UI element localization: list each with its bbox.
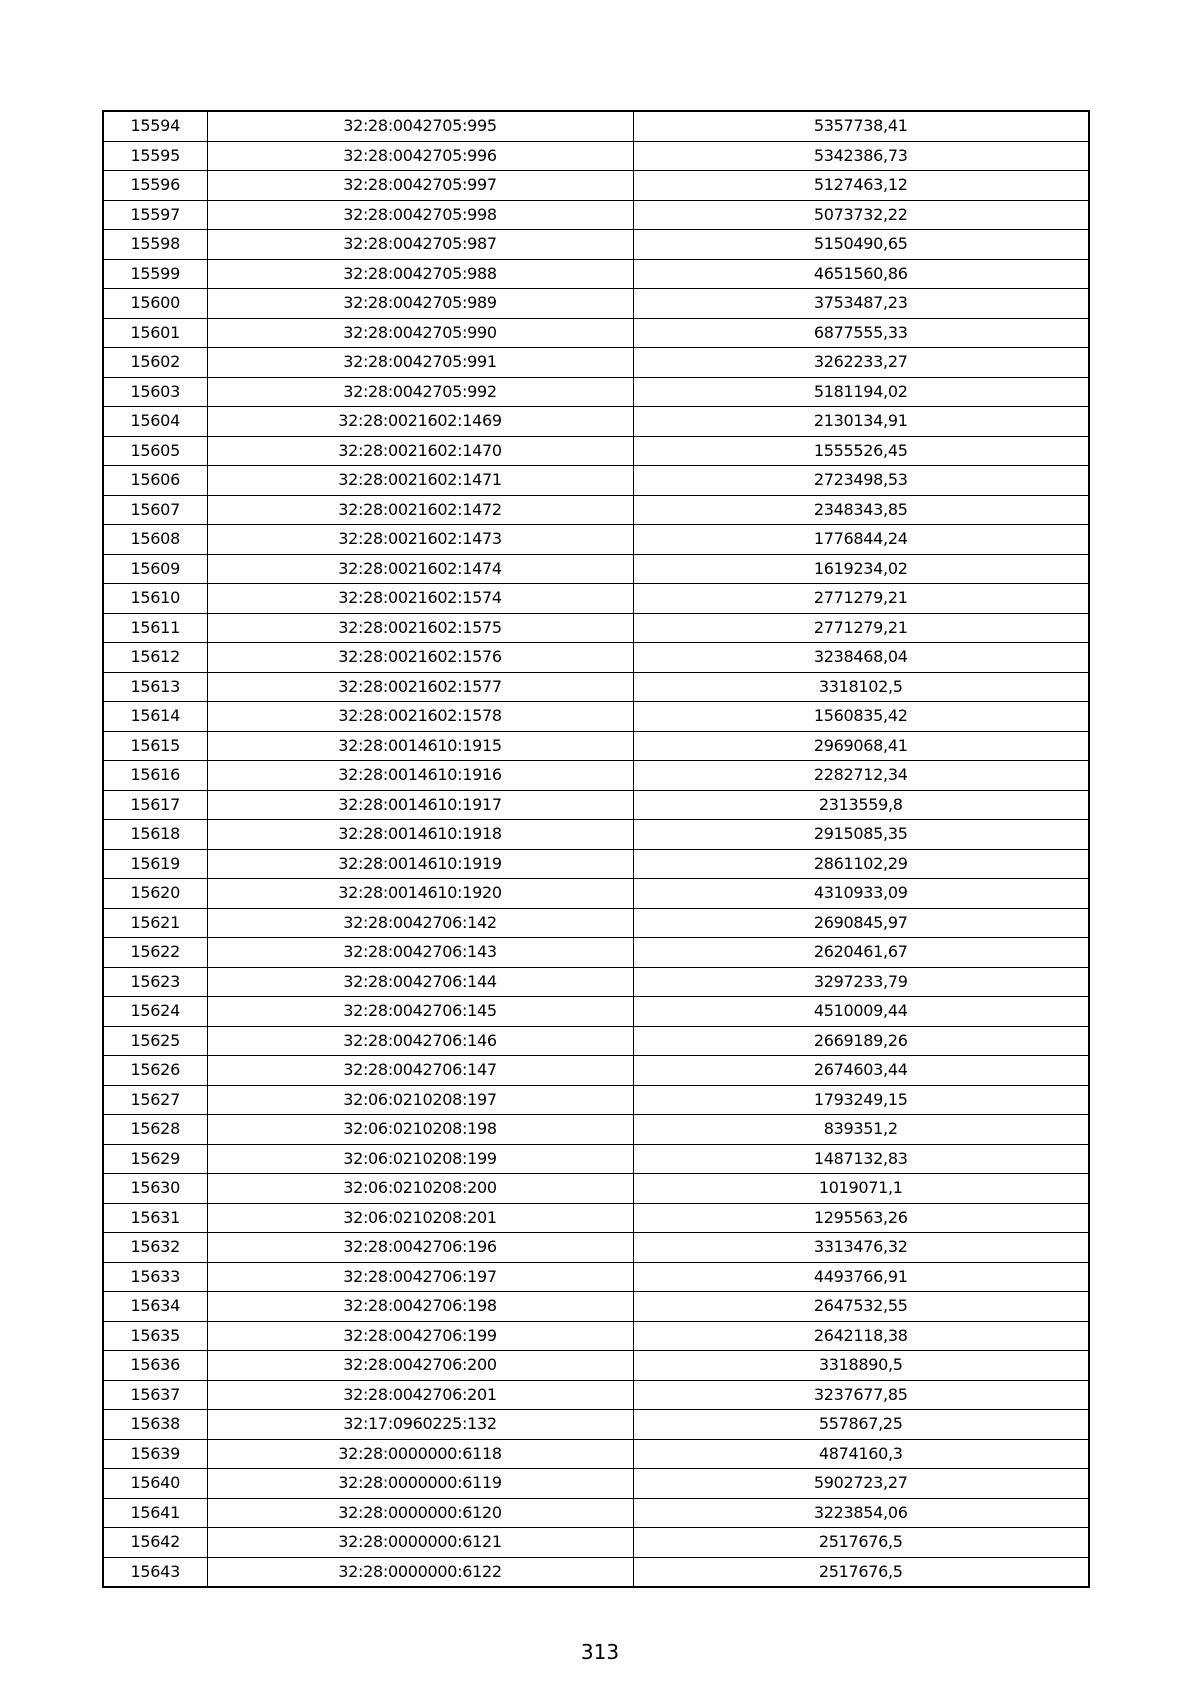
- cadastral-value-cell: 2348343,85: [633, 495, 1089, 525]
- cadastral-value-cell: 2313559,8: [633, 790, 1089, 820]
- row-number-cell: 15629: [103, 1144, 207, 1174]
- row-number-cell: 15638: [103, 1410, 207, 1440]
- table-row: [103, 259, 1089, 289]
- table-row: [103, 938, 1089, 968]
- cadastral-value-cell: 3262233,27: [633, 348, 1089, 378]
- cadastral-value-cell: 5150490,65: [633, 230, 1089, 260]
- cadastral-value-table: [102, 110, 1090, 1588]
- row-number-cell: 15617: [103, 790, 207, 820]
- cadastral-number-cell: 32:28:0021602:1577: [207, 672, 633, 702]
- cadastral-value-cell: 2861102,29: [633, 849, 1089, 879]
- cadastral-number-cell: 32:28:0021602:1470: [207, 436, 633, 466]
- table-row: [103, 1469, 1089, 1499]
- cadastral-value-cell: 4874160,3: [633, 1439, 1089, 1469]
- cadastral-number-cell: 32:28:0000000:6119: [207, 1469, 633, 1499]
- table-body: [103, 111, 1089, 1587]
- cadastral-value-cell: 5342386,73: [633, 141, 1089, 171]
- row-number-cell: 15595: [103, 141, 207, 171]
- table-row: [103, 1262, 1089, 1292]
- cadastral-value-cell: 2771279,21: [633, 613, 1089, 643]
- table-row: [103, 377, 1089, 407]
- row-number-cell: 15606: [103, 466, 207, 496]
- row-number-cell: 15607: [103, 495, 207, 525]
- row-number-cell: 15642: [103, 1528, 207, 1558]
- table-row: [103, 1321, 1089, 1351]
- cadastral-number-cell: 32:28:0021602:1469: [207, 407, 633, 437]
- row-number-cell: 15598: [103, 230, 207, 260]
- cadastral-number-cell: 32:28:0014610:1919: [207, 849, 633, 879]
- table-row: [103, 584, 1089, 614]
- cadastral-number-cell: 32:06:0210208:197: [207, 1085, 633, 1115]
- cadastral-number-cell: 32:28:0042706:147: [207, 1056, 633, 1086]
- table-row: [103, 643, 1089, 673]
- table-row: [103, 407, 1089, 437]
- cadastral-value-cell: 5073732,22: [633, 200, 1089, 230]
- cadastral-number-cell: 32:28:0042705:996: [207, 141, 633, 171]
- table-row: [103, 1439, 1089, 1469]
- cadastral-value-cell: 2642118,38: [633, 1321, 1089, 1351]
- table-row: [103, 230, 1089, 260]
- table-row: [103, 1380, 1089, 1410]
- table-row: [103, 997, 1089, 1027]
- cadastral-value-cell: 5127463,12: [633, 171, 1089, 201]
- table-row: [103, 171, 1089, 201]
- row-number-cell: 15643: [103, 1557, 207, 1587]
- table-row: [103, 849, 1089, 879]
- table-row: [103, 436, 1089, 466]
- row-number-cell: 15626: [103, 1056, 207, 1086]
- row-number-cell: 15604: [103, 407, 207, 437]
- row-number-cell: 15636: [103, 1351, 207, 1381]
- row-number-cell: 15637: [103, 1380, 207, 1410]
- table-row: [103, 1026, 1089, 1056]
- cadastral-value-cell: 2130134,91: [633, 407, 1089, 437]
- cadastral-value-cell: 2647532,55: [633, 1292, 1089, 1322]
- row-number-cell: 15612: [103, 643, 207, 673]
- row-number-cell: 15633: [103, 1262, 207, 1292]
- row-number-cell: 15640: [103, 1469, 207, 1499]
- cadastral-value-cell: 2620461,67: [633, 938, 1089, 968]
- cadastral-value-cell: 2674603,44: [633, 1056, 1089, 1086]
- row-number-cell: 15600: [103, 289, 207, 319]
- row-number-cell: 15613: [103, 672, 207, 702]
- table-row: [103, 1528, 1089, 1558]
- cadastral-number-cell: 32:28:0000000:6120: [207, 1498, 633, 1528]
- cadastral-value-cell: 6877555,33: [633, 318, 1089, 348]
- cadastral-value-cell: 1619234,02: [633, 554, 1089, 584]
- table-row: [103, 289, 1089, 319]
- cadastral-number-cell: 32:28:0021602:1576: [207, 643, 633, 673]
- row-number-cell: 15603: [103, 377, 207, 407]
- cadastral-value-cell: 2517676,5: [633, 1528, 1089, 1558]
- table-row: [103, 318, 1089, 348]
- cadastral-value-cell: 839351,2: [633, 1115, 1089, 1145]
- table-row: [103, 1174, 1089, 1204]
- cadastral-value-cell: 3297233,79: [633, 967, 1089, 997]
- row-number-cell: 15635: [103, 1321, 207, 1351]
- cadastral-value-cell: 2915085,35: [633, 820, 1089, 850]
- cadastral-number-cell: 32:28:0021602:1472: [207, 495, 633, 525]
- cadastral-number-cell: 32:28:0042705:989: [207, 289, 633, 319]
- table-row: [103, 1498, 1089, 1528]
- cadastral-value-cell: 2690845,97: [633, 908, 1089, 938]
- row-number-cell: 15599: [103, 259, 207, 289]
- table-row: [103, 967, 1089, 997]
- cadastral-value-cell: 2517676,5: [633, 1557, 1089, 1587]
- row-number-cell: 15602: [103, 348, 207, 378]
- table-row: [103, 761, 1089, 791]
- row-number-cell: 15615: [103, 731, 207, 761]
- cadastral-value-cell: 3223854,06: [633, 1498, 1089, 1528]
- table-row: [103, 1056, 1089, 1086]
- cadastral-number-cell: 32:28:0042706:144: [207, 967, 633, 997]
- cadastral-value-cell: 5902723,27: [633, 1469, 1089, 1499]
- row-number-cell: 15596: [103, 171, 207, 201]
- cadastral-number-cell: 32:28:0042706:142: [207, 908, 633, 938]
- cadastral-value-cell: 2669189,26: [633, 1026, 1089, 1056]
- cadastral-number-cell: 32:28:0021602:1473: [207, 525, 633, 555]
- table-row: [103, 790, 1089, 820]
- table-row: [103, 731, 1089, 761]
- cadastral-number-cell: 32:28:0014610:1916: [207, 761, 633, 791]
- row-number-cell: 15619: [103, 849, 207, 879]
- cadastral-number-cell: 32:28:0042705:991: [207, 348, 633, 378]
- cadastral-value-cell: 1019071,1: [633, 1174, 1089, 1204]
- cadastral-value-cell: 3753487,23: [633, 289, 1089, 319]
- row-number-cell: 15641: [103, 1498, 207, 1528]
- row-number-cell: 15608: [103, 525, 207, 555]
- table-row: [103, 613, 1089, 643]
- table-row: [103, 702, 1089, 732]
- cadastral-value-cell: 1776844,24: [633, 525, 1089, 555]
- page-number: 313: [580, 1640, 620, 1664]
- table-row: [103, 1557, 1089, 1587]
- cadastral-number-cell: 32:28:0042705:997: [207, 171, 633, 201]
- table-row: [103, 525, 1089, 555]
- cadastral-number-cell: 32:28:0042705:998: [207, 200, 633, 230]
- cadastral-value-cell: 4493766,91: [633, 1262, 1089, 1292]
- row-number-cell: 15634: [103, 1292, 207, 1322]
- cadastral-value-cell: 1560835,42: [633, 702, 1089, 732]
- cadastral-number-cell: 32:28:0014610:1917: [207, 790, 633, 820]
- cadastral-value-cell: 5357738,41: [633, 111, 1089, 141]
- row-number-cell: 15622: [103, 938, 207, 968]
- cadastral-value-cell: 1555526,45: [633, 436, 1089, 466]
- cadastral-number-cell: 32:28:0042706:200: [207, 1351, 633, 1381]
- cadastral-number-cell: 32:28:0042706:196: [207, 1233, 633, 1263]
- table-row: [103, 111, 1089, 141]
- cadastral-number-cell: 32:28:0042705:990: [207, 318, 633, 348]
- cadastral-number-cell: 32:28:0021602:1578: [207, 702, 633, 732]
- cadastral-value-cell: 4310933,09: [633, 879, 1089, 909]
- cadastral-value-cell: 2969068,41: [633, 731, 1089, 761]
- cadastral-number-cell: 32:06:0210208:199: [207, 1144, 633, 1174]
- cadastral-value-cell: 3318102,5: [633, 672, 1089, 702]
- table-row: [103, 141, 1089, 171]
- row-number-cell: 15605: [103, 436, 207, 466]
- table-row: [103, 820, 1089, 850]
- row-number-cell: 15639: [103, 1439, 207, 1469]
- cadastral-value-cell: 3313476,32: [633, 1233, 1089, 1263]
- cadastral-number-cell: 32:28:0042706:201: [207, 1380, 633, 1410]
- cadastral-value-cell: 1295563,26: [633, 1203, 1089, 1233]
- row-number-cell: 15610: [103, 584, 207, 614]
- cadastral-number-cell: 32:06:0210208:201: [207, 1203, 633, 1233]
- cadastral-value-cell: 2282712,34: [633, 761, 1089, 791]
- cadastral-number-cell: 32:28:0014610:1915: [207, 731, 633, 761]
- cadastral-number-cell: 32:28:0021602:1575: [207, 613, 633, 643]
- cadastral-value-cell: 3238468,04: [633, 643, 1089, 673]
- row-number-cell: 15625: [103, 1026, 207, 1056]
- table-row: [103, 1292, 1089, 1322]
- cadastral-value-cell: 3318890,5: [633, 1351, 1089, 1381]
- cadastral-number-cell: 32:28:0000000:6122: [207, 1557, 633, 1587]
- table-row: [103, 200, 1089, 230]
- cadastral-value-cell: 557867,25: [633, 1410, 1089, 1440]
- cadastral-number-cell: 32:28:0042706:197: [207, 1262, 633, 1292]
- row-number-cell: 15630: [103, 1174, 207, 1204]
- row-number-cell: 15620: [103, 879, 207, 909]
- cadastral-number-cell: 32:28:0021602:1574: [207, 584, 633, 614]
- row-number-cell: 15632: [103, 1233, 207, 1263]
- cadastral-value-cell: 4510009,44: [633, 997, 1089, 1027]
- row-number-cell: 15609: [103, 554, 207, 584]
- cadastral-number-cell: 32:06:0210208:200: [207, 1174, 633, 1204]
- cadastral-number-cell: 32:06:0210208:198: [207, 1115, 633, 1145]
- cadastral-number-cell: 32:28:0021602:1474: [207, 554, 633, 584]
- cadastral-value-cell: 1793249,15: [633, 1085, 1089, 1115]
- row-number-cell: 15601: [103, 318, 207, 348]
- row-number-cell: 15627: [103, 1085, 207, 1115]
- table-row: [103, 348, 1089, 378]
- table-row: [103, 1351, 1089, 1381]
- row-number-cell: 15631: [103, 1203, 207, 1233]
- table-row: [103, 554, 1089, 584]
- row-number-cell: 15597: [103, 200, 207, 230]
- cadastral-number-cell: 32:28:0042706:143: [207, 938, 633, 968]
- cadastral-number-cell: 32:28:0014610:1918: [207, 820, 633, 850]
- table-row: [103, 908, 1089, 938]
- row-number-cell: 15614: [103, 702, 207, 732]
- cadastral-number-cell: 32:28:0042706:146: [207, 1026, 633, 1056]
- cadastral-number-cell: 32:28:0021602:1471: [207, 466, 633, 496]
- cadastral-number-cell: 32:28:0000000:6121: [207, 1528, 633, 1558]
- table-row: [103, 1085, 1089, 1115]
- row-number-cell: 15628: [103, 1115, 207, 1145]
- cadastral-number-cell: 32:28:0014610:1920: [207, 879, 633, 909]
- row-number-cell: 15611: [103, 613, 207, 643]
- cadastral-value-cell: 1487132,83: [633, 1144, 1089, 1174]
- table-row: [103, 1115, 1089, 1145]
- table-row: [103, 466, 1089, 496]
- cadastral-value-cell: 3237677,85: [633, 1380, 1089, 1410]
- cadastral-number-cell: 32:28:0042706:145: [207, 997, 633, 1027]
- table-row: [103, 1203, 1089, 1233]
- row-number-cell: 15624: [103, 997, 207, 1027]
- table-row: [103, 672, 1089, 702]
- cadastral-value-cell: 2771279,21: [633, 584, 1089, 614]
- cadastral-number-cell: 32:28:0042706:198: [207, 1292, 633, 1322]
- table-row: [103, 1233, 1089, 1263]
- cadastral-number-cell: 32:28:0042705:995: [207, 111, 633, 141]
- cadastral-number-cell: 32:28:0000000:6118: [207, 1439, 633, 1469]
- cadastral-value-cell: 4651560,86: [633, 259, 1089, 289]
- table-row: [103, 879, 1089, 909]
- table-row: [103, 495, 1089, 525]
- cadastral-value-cell: 5181194,02: [633, 377, 1089, 407]
- row-number-cell: 15621: [103, 908, 207, 938]
- cadastral-number-cell: 32:28:0042705:992: [207, 377, 633, 407]
- cadastral-number-cell: 32:28:0042706:199: [207, 1321, 633, 1351]
- table-row: [103, 1410, 1089, 1440]
- cadastral-number-cell: 32:17:0960225:132: [207, 1410, 633, 1440]
- row-number-cell: 15616: [103, 761, 207, 791]
- cadastral-number-cell: 32:28:0042705:987: [207, 230, 633, 260]
- row-number-cell: 15594: [103, 111, 207, 141]
- row-number-cell: 15623: [103, 967, 207, 997]
- cadastral-value-cell: 2723498,53: [633, 466, 1089, 496]
- cadastral-number-cell: 32:28:0042705:988: [207, 259, 633, 289]
- row-number-cell: 15618: [103, 820, 207, 850]
- table-row: [103, 1144, 1089, 1174]
